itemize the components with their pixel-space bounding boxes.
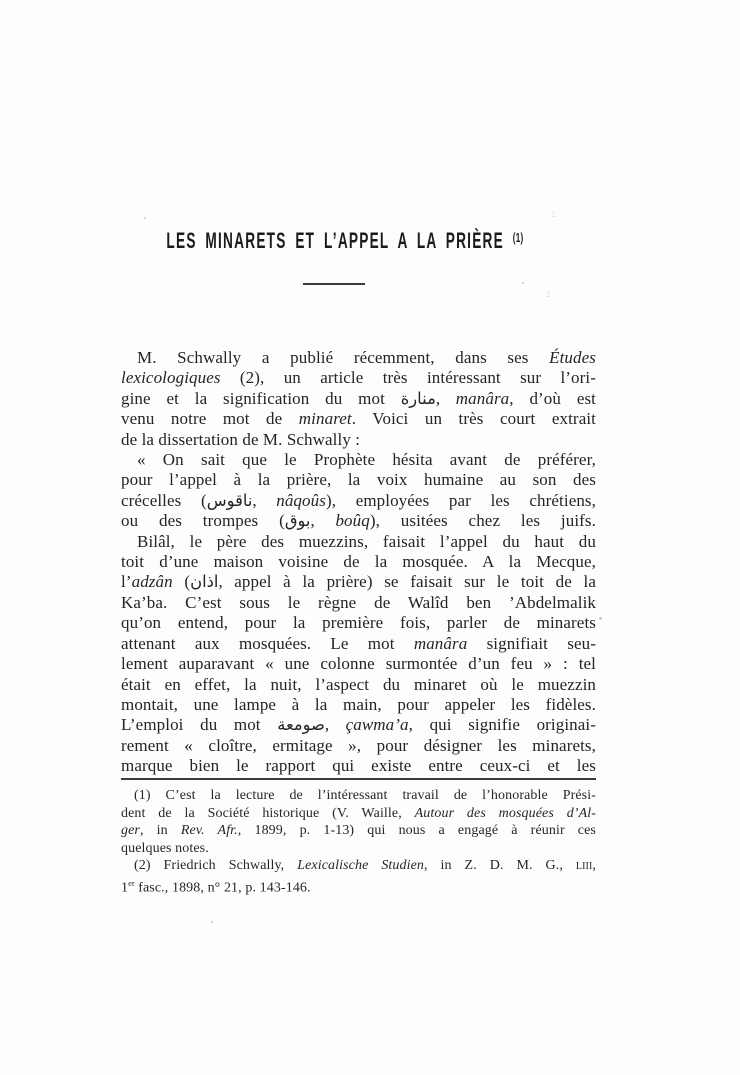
article-title — [0, 228, 690, 254]
text-run: quelques notes. — [121, 840, 209, 856]
arabic-term: اذان — [190, 572, 219, 592]
text-run: , appel à la prière) se faisait sur le toit de la — [218, 572, 596, 592]
text-line — [121, 695, 596, 715]
scan-speck: : — [547, 288, 551, 300]
text-run: gine et la signification du mot — [121, 388, 401, 408]
text-line — [121, 552, 596, 572]
text-run: marque bien le rapport qui existe entre ceux-ci et les — [121, 756, 596, 776]
text-run: Ka’ba. C’est sous le règne de Walîd ben ’Abdelmalik — [121, 592, 596, 612]
text-run: , — [435, 388, 456, 408]
text-line — [121, 368, 596, 388]
text-run: était en effet, la nuit, l’aspect du minaret où le muezzin — [121, 674, 596, 694]
text-line — [121, 654, 596, 674]
text-run: toit d’une maison voisine de la mosquée. A la Mecque, — [121, 552, 596, 572]
text-run: liii — [575, 858, 593, 874]
text-run: rement « cloître, ermitage », pour désigner les minarets, — [121, 735, 596, 755]
text-line — [121, 450, 596, 470]
text-line — [121, 805, 596, 823]
title-footnote-ref: (1) — [512, 230, 524, 245]
text-run: lement auparavant « une colonne surmontée d’un feu » : tel — [121, 654, 596, 674]
text-line — [121, 470, 596, 490]
text-run: manâra — [455, 388, 510, 408]
text-run: (2) Friedrich Schwally, — [134, 858, 298, 874]
text-run: 1 — [121, 880, 129, 896]
scan-speck: : — [552, 208, 556, 220]
text-run: ), employées par les chrétiens, — [325, 490, 597, 510]
text-run: signifiait seu- — [467, 633, 596, 653]
text-run: dent de la Société historique (V. Waille, — [121, 805, 415, 821]
footnote-divider — [121, 778, 596, 780]
text-run: , qui signifie originai- — [408, 715, 597, 735]
text-run: , — [252, 490, 277, 510]
text-run: minaret — [298, 409, 352, 429]
text-line — [121, 822, 596, 840]
text-run: attenant aux mosquées. Le mot — [121, 633, 414, 653]
text-run: crécelles ( — [121, 490, 207, 510]
text-run: M. Schwally a publié récemment, dans ses — [137, 348, 550, 367]
text-line — [121, 572, 596, 592]
footnotes-section — [121, 787, 596, 897]
text-run: , — [592, 858, 596, 874]
text-run: (2), un article très intéressant sur l’ori- — [220, 368, 596, 388]
article-title-text: LES MINARETS ET L’APPEL A LA PRIÈRE — [166, 228, 505, 253]
text-run: qu’on entend, pour la première fois, parler de minarets — [121, 613, 596, 633]
text-run: Études — [549, 348, 596, 367]
text-line — [121, 875, 596, 897]
text-run: , d’où est — [509, 388, 597, 408]
footnote — [121, 857, 596, 897]
text-line — [121, 491, 596, 511]
text-run: çawma’a — [345, 715, 409, 735]
text-line — [121, 675, 596, 695]
text-line — [121, 787, 596, 805]
text-line — [121, 756, 596, 776]
paragraph — [121, 348, 596, 450]
text-run: Autour des mosquées d’Al- — [414, 805, 596, 821]
text-run: pour l’appel à la prière, la voix humaine au son des — [121, 470, 596, 490]
text-run: , 1899, p. 1-13) qui nous a engagé à réunir ces — [237, 823, 596, 839]
text-line — [121, 430, 596, 450]
arabic-term: صومعة — [277, 715, 325, 735]
scan-speck — [211, 921, 213, 923]
text-run: , in Z. D. M. G., — [424, 858, 576, 874]
text-line — [121, 634, 596, 654]
text-run: (1) C’est la lecture de l’intéressant travail de l’honorable Prési- — [134, 788, 596, 803]
text-run: ou des trompes ( — [121, 511, 285, 531]
text-line — [121, 593, 596, 613]
text-run: « On sait que le Prophète hésita avant de préférer, — [137, 450, 596, 470]
text-line — [121, 532, 596, 552]
paragraph — [121, 450, 596, 532]
text-run: de la dissertation de M. Schwally : — [121, 429, 361, 449]
text-line — [121, 348, 596, 368]
text-run: l’ — [121, 572, 132, 592]
text-run: . Voici un très court extrait — [351, 409, 596, 429]
text-line — [121, 409, 596, 429]
footnote — [121, 787, 596, 857]
text-run: lexicologiques — [121, 368, 221, 388]
text-line — [121, 511, 596, 531]
scan-speck — [144, 217, 146, 219]
text-run: Rev. Afr. — [180, 823, 238, 839]
text-run: Bilâl, le père des muezzins, faisait l’appel du haut du — [137, 531, 596, 551]
scan-speck — [522, 282, 524, 284]
text-line — [121, 613, 596, 633]
text-line — [121, 857, 596, 875]
text-run: venu notre mot de — [121, 409, 299, 429]
text-run: , — [324, 715, 346, 735]
paragraph — [121, 532, 596, 777]
text-run: er — [128, 878, 135, 888]
article-title-inner — [166, 228, 523, 254]
text-run: ), usitées chez les juifs. — [369, 511, 596, 531]
text-run: boûq — [335, 511, 370, 531]
text-line — [121, 715, 596, 735]
article-body — [121, 348, 596, 777]
text-line — [121, 389, 596, 409]
text-run: Lexicalische Studien — [297, 858, 425, 874]
title-divider — [303, 283, 365, 285]
arabic-term: ناقوس — [206, 490, 253, 510]
text-run: montait, une lampe à la main, pour appeler les fidèles. — [121, 694, 596, 714]
text-run: L’emploi du mot — [121, 715, 278, 735]
text-run: nâqoûs — [276, 490, 326, 510]
text-run: manâra — [413, 633, 468, 653]
scan-speck — [599, 617, 602, 620]
arabic-term: بوق — [284, 511, 311, 531]
text-run: adzân — [131, 572, 173, 592]
text-run: ger — [121, 823, 140, 839]
text-run: fasc., 1898, n° 21, p. 143-146. — [134, 880, 311, 896]
text-run: ( — [172, 572, 191, 592]
text-line — [121, 840, 596, 858]
text-run: , — [310, 511, 336, 531]
text-line — [121, 736, 596, 756]
arabic-term: منارة — [400, 388, 436, 408]
text-run: , in — [139, 823, 181, 839]
